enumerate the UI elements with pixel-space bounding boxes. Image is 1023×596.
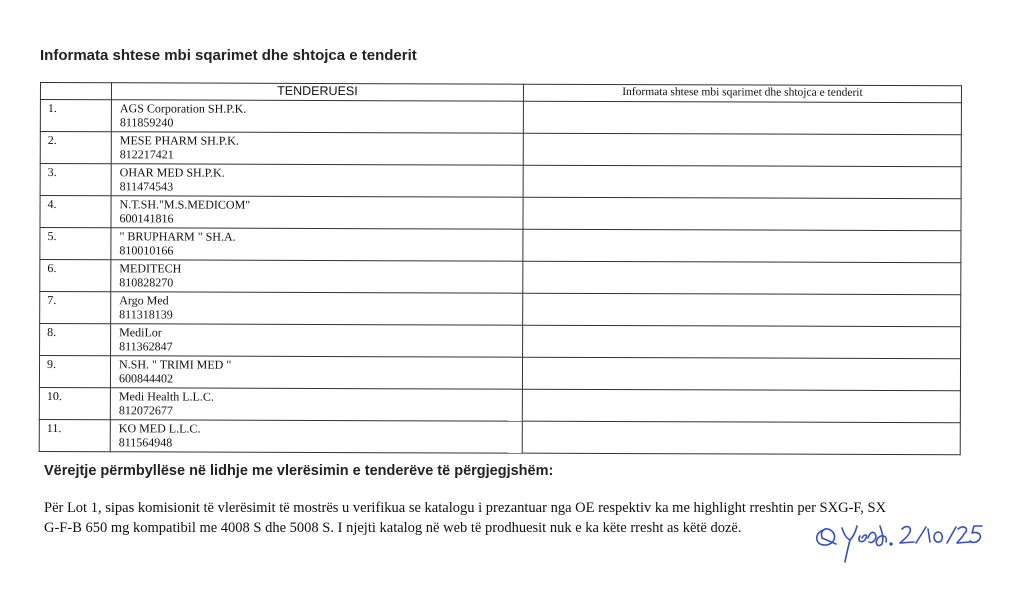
info-cell [523, 165, 961, 199]
tenderer-cell [111, 196, 523, 229]
tenderer-cell [111, 228, 523, 261]
tenderer-name: " BRUPHARM " SH.A. [119, 229, 236, 244]
info-cell [523, 197, 961, 231]
tenderer-name: OHAR MED SH.P.K. [119, 165, 225, 180]
row-number: 1. [40, 100, 111, 132]
info-cell [523, 261, 961, 295]
page-title: Informata shtese mbi sqarimet dhe shtojca e tenderit [40, 47, 417, 64]
tenderers-table [39, 82, 962, 455]
row-number: 11. [39, 419, 110, 451]
table-row [40, 100, 961, 135]
tenderer-cell [111, 292, 523, 325]
row-number: 5. [40, 228, 111, 260]
tenderer-id: 812072677 [118, 403, 173, 418]
table-row [40, 164, 961, 199]
row-number: 8. [40, 324, 111, 356]
tenderer-cell [110, 356, 522, 389]
tenderer-cell [111, 132, 523, 165]
row-number: 9. [39, 356, 110, 388]
tenderer-cell [110, 420, 522, 453]
row-number: 3. [40, 164, 111, 196]
table-row [39, 387, 960, 422]
tenderer-id: 812217421 [119, 147, 174, 162]
remarks-line-2: G-F-B 650 mg kompatibil me 4008 S dhe 5008 S. I njejti katalog në web të prodhuesit nuk e ka këte rresht as këtë dozë. [44, 520, 742, 536]
tenderer-name: Medi Health L.L.C. [118, 389, 214, 404]
tenderer-name: AGS Corporation SH.P.K. [119, 101, 247, 116]
remarks-heading: Vërejtje përmbyllëse në lidhje me vlerësimin e tenderëve të përgjegjshëm: [44, 463, 554, 479]
table-row [40, 324, 961, 359]
tenderer-name: N.T.SH."M.S.MEDICOM" [119, 197, 251, 212]
tenderer-name: MESE PHARM SH.P.K. [119, 133, 239, 148]
tenderer-name: N.SH. " TRIMI MED " [118, 357, 232, 372]
table-body [39, 100, 961, 455]
info-cell [523, 325, 961, 359]
info-cell [523, 293, 961, 327]
tenderer-name: Argo Med [119, 293, 169, 308]
info-cell [522, 389, 960, 423]
tenderer-name: MediLor [119, 325, 162, 340]
tenderer-cell [111, 100, 523, 133]
tenderer-id: 811859240 [119, 115, 174, 130]
tenderer-id: 811474543 [119, 179, 174, 194]
tenderer-name: KO MED L.L.C. [118, 421, 201, 436]
table-row [40, 132, 961, 167]
info-cell [523, 229, 961, 263]
tenderer-cell [111, 164, 523, 197]
info-cell [522, 357, 960, 391]
row-number: 7. [40, 292, 111, 324]
table-row [40, 260, 961, 295]
info-cell [522, 421, 960, 455]
table-row [40, 228, 961, 263]
row-number: 10. [39, 387, 110, 419]
tenderer-id: 810828270 [119, 275, 174, 290]
table-row [40, 292, 961, 327]
row-number: 4. [40, 196, 111, 228]
header-info: Informata shtese mbi sqarimet dhe shtojca e tenderit [523, 84, 961, 103]
tenderer-id: 810010166 [119, 243, 174, 258]
table-row [39, 356, 960, 391]
tenderer-id: 600844402 [118, 371, 173, 386]
tenderer-cell [111, 324, 523, 357]
remarks-line-1: Për Lot 1, sipas komisionit të vlerësimit të mostrës u verifikua se katalogu i prezantuar nga OE respektiv ka me highlight rreshtin per SXG-F, SX [44, 500, 887, 516]
header-tenderer: TENDERUESI [111, 83, 523, 101]
table-row [39, 419, 960, 454]
tenderer-name: MEDITECH [119, 261, 182, 276]
tenderer-id: 811318139 [119, 307, 173, 322]
info-cell [523, 133, 961, 167]
tenderer-id: 600141816 [119, 211, 174, 226]
tenderer-id: 811362847 [119, 339, 173, 354]
handwritten-signature [812, 512, 984, 564]
row-number: 2. [40, 132, 111, 164]
table-row [40, 196, 961, 231]
tenderer-cell [111, 260, 523, 293]
info-cell [523, 101, 961, 135]
tenderer-id: 811564948 [118, 435, 173, 450]
tenderer-cell [110, 388, 522, 421]
header-number [40, 83, 111, 100]
row-number: 6. [40, 260, 111, 292]
